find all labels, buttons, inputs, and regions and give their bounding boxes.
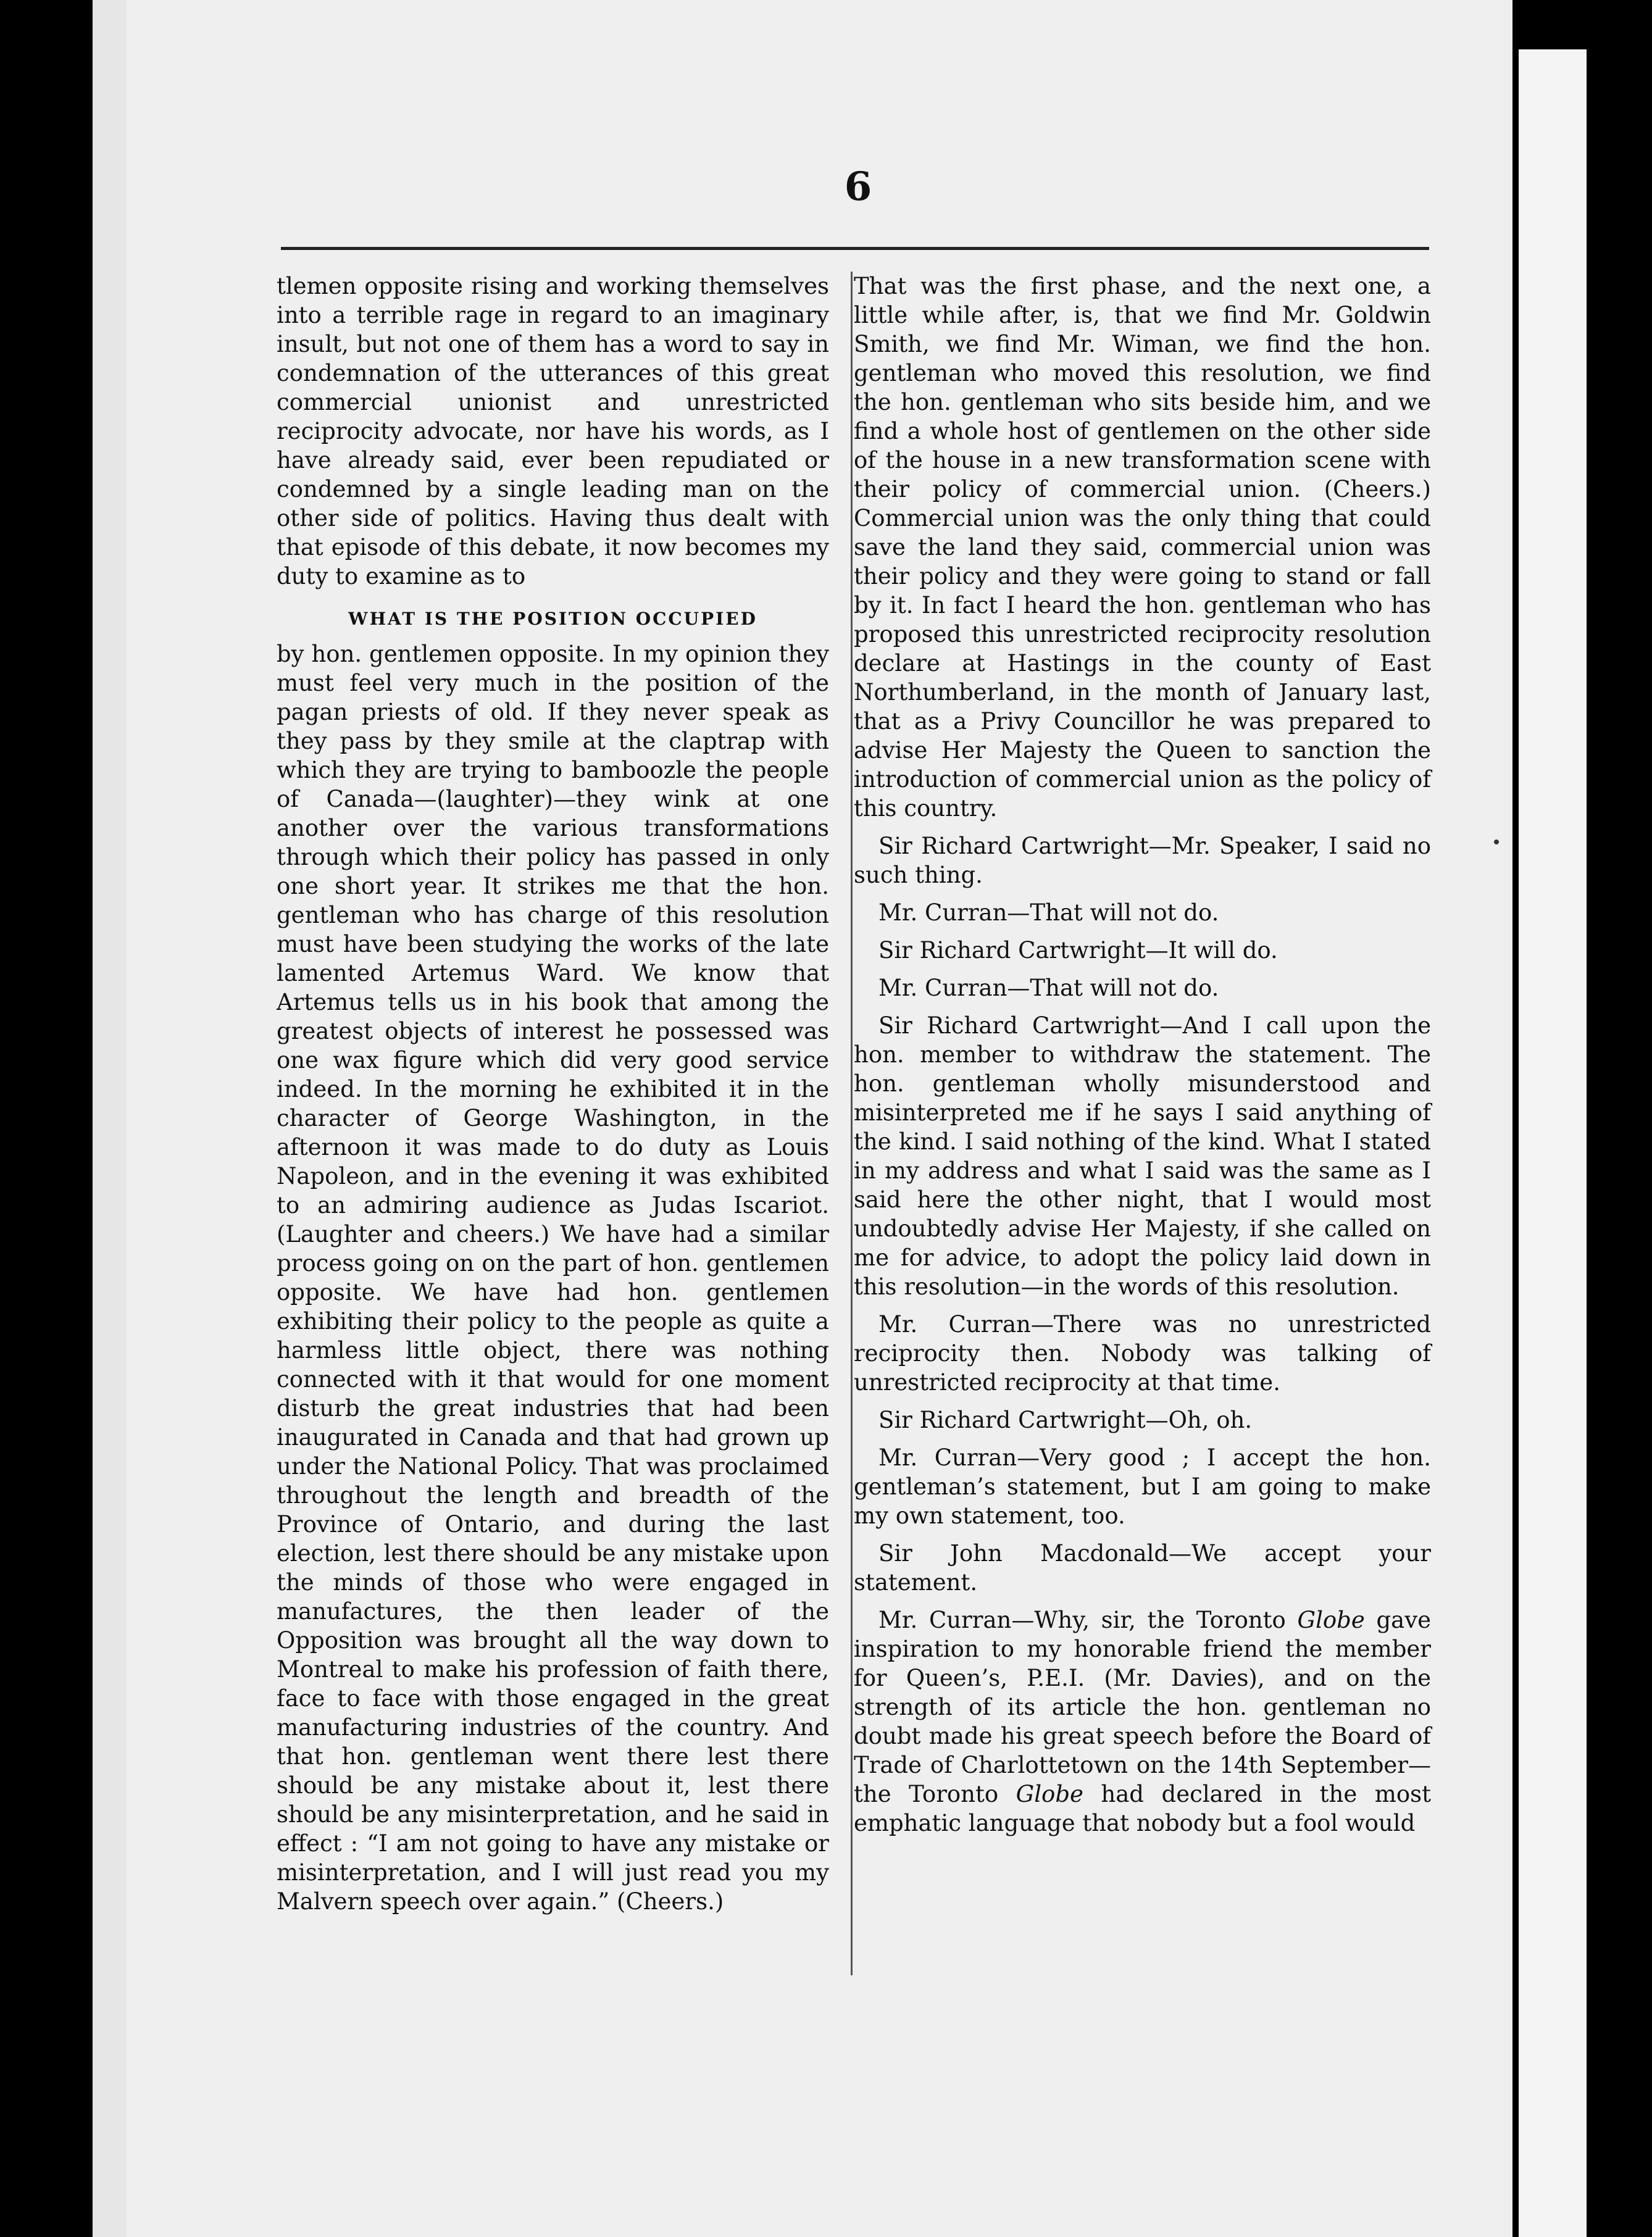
globe-italic-2: Globe (1016, 1781, 1083, 1807)
left-column (277, 272, 829, 1916)
right-paragraph-1: That was the first phase, and the next one, a little while after, is, that we find Mr. Goldwin Smith, we find Mr. Wiman, we find the hon. gentleman who moved this resolution, we find the hon. gentleman who sits beside him, and we find a whole host of gentlemen on the other side of the house in a new transformation scene with their policy of commercial union. (Cheers.) Commercial union was the only thing that could save the land they said, commercial union was their policy and they were going to stand or fall by it. In fact I heard the hon. gentleman who has proposed this unrestricted reciprocity resolution declare at Hastings in the county of East Northumberland, in the month of January last, that as a Privy Councillor he was prepared to advise Her Majesty the Queen to sanction the introduction of commercial union as the policy of this country. (854, 273, 1431, 822)
next-page-edge (1519, 49, 1587, 2237)
column-divider (851, 272, 853, 1975)
left-paragraph-1: tlemen opposite rising and working themselves into a terrible rage in regard to an imaginary insult, but not one of them has a word to say in condemnation of the utterances of this great commercial unionist and unrestricted reciprocity advocate, nor have his words, as I have already said, ever been repudiated or condemned by a single leading man on the other side of politics. Having thus dealt with that episode of this debate, it now becomes my duty to examine as to (277, 273, 829, 589)
speech-4: Mr. Curran—That will not do. (878, 975, 1219, 1001)
speech-5: Sir Richard Cartwright—And I call upon the hon. member to withdraw the statement. The hon. gentleman wholly misunderstood and misinterpreted me if he says I said anything of the kind. I said nothing of the kind. What I stated in my address and what I said was the same as I said here the other night, that I would most undoubtedly advise Her Majesty, if she called on me for advice, to adopt the policy laid down in this resolution—in the words of this resolution. (854, 1012, 1431, 1300)
right-column (854, 272, 1431, 1838)
speech-3: Sir Richard Cartwright—It will do. (878, 937, 1278, 964)
speech-2: Mr. Curran—That will not do. (878, 899, 1219, 926)
speech-8: Mr. Curran—Very good ; I accept the hon. gentleman’s statement, but I am going to make my own statement, too. (854, 1444, 1431, 1529)
speech-1: Sir Richard Cartwright—Mr. Speaker, I said no such thing. (854, 833, 1431, 888)
header-rule (281, 247, 1429, 250)
section-subheading: WHAT IS THE POSITION OCCUPIED (348, 609, 757, 629)
globe-italic-1: Globe (1297, 1607, 1365, 1633)
speech-10-part-3: had declared in the most emphatic language that nobody but a fool would (854, 1781, 1431, 1836)
speech-10-part-1: Mr. Curran—Why, sir, the Toronto (878, 1607, 1298, 1633)
speech-7: Sir Richard Cartwright—Oh, oh. (878, 1407, 1253, 1433)
speech-6: Mr. Curran—There was no unrestricted reciprocity then. Nobody was talking of unrestricted reciprocity at that time. (854, 1311, 1431, 1396)
speech-9: Sir John Macdonald—We accept your statement. (854, 1540, 1431, 1596)
left-paragraph-2: by hon. gentlemen opposite. In my opinion they must feel very much in the position of the pagan priests of old. If they never speak as they pass by they smile at the claptrap with which they are trying to bamboozle the people of Canada—(laughter)—they wink at one another over the various transformations through which their policy has passed in only one short year. It strikes me that the hon. gentleman who has charge of this resolution must have been studying the works of the late lamented Artemus Ward. We know that Artemus tells us in his book that among the greatest objects of interest he possessed was one wax figure which did very good service indeed. In the morning he exhibited it in the character of George Washington, in the afternoon it was made to do duty as Louis Napoleon, and in the evening it was exhibited to an admiring audience as Judas Iscariot. (Laughter and cheers.) We have had a similar process going on on the part of hon. gentlemen opposite. We have had hon. gentlemen exhibiting their policy to the people as quite a harmless little object, there was nothing connected with it that would for one moment disturb the great industries that had been inaugurated in Canada and that had grown up under the National Policy. That was proclaimed throughout the length and breadth of the Province of Ontario, and during the last election, lest there should be any mistake upon the minds of those who were engaged in manufactures, the then leader of the Opposition was brought all the way down to Montreal to make his profession of faith there, face to face with those engaged in the great manufacturing industries of the country. And that hon. gentleman went there lest there should be any mistake about it, lest there should be any misinterpretation, and he said in effect : “I am not going to have any mistake or misinterpretation, and I will just read you my Malvern speech over again.” (Cheers.) (277, 641, 829, 1915)
page-number: 6 (844, 164, 872, 210)
speech-10-part-2: gave inspiration to my honorable friend the member for Queen’s, P.E.I. (Mr. Davies), and on the strength of its article the hon. gentleman no doubt made his great speech before the Board of Trade of Charlottetown on the 14th September—the Toronto (854, 1607, 1431, 1807)
margin-speck (1494, 839, 1499, 844)
speech-10 (854, 1606, 1431, 1838)
